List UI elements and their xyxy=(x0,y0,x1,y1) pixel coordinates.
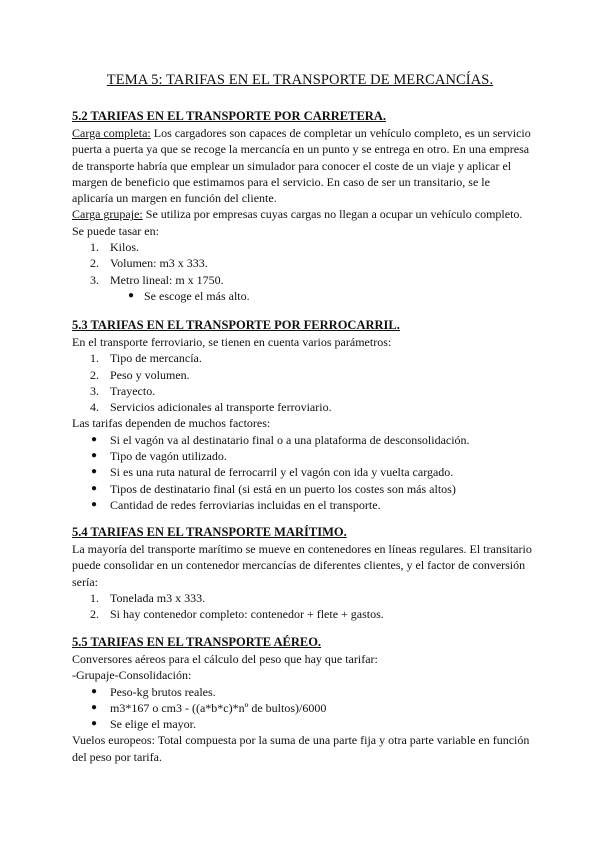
section-heading-aereo: 5.5 TARIFAS EN EL TRANSPORTE AÉREO. xyxy=(72,635,322,649)
bullet-icon: ● xyxy=(128,289,135,301)
paragraph-maritimo-intro: La mayoría del transporte marítimo se mueve en contenedores en líneas regulares. El transitario puede consolidar en un contenedor mercancías de diferentes clientes, y el factor de conversión sería: xyxy=(72,542,532,589)
paragraph-ferrocarril-intro: En el transporte ferroviario, se tienen en cuenta varios parámetros: xyxy=(72,335,392,349)
section-ferrocarril xyxy=(72,317,532,513)
list-item: 1. Tonelada m3 x 333. xyxy=(90,590,206,605)
list-item: ● Tipos de destinatario final (si está en un puerto los costes son más altos) xyxy=(91,481,456,496)
bullet-icon: ● xyxy=(91,466,98,478)
section-maritimo xyxy=(72,524,532,622)
list-item: ● Se elige el mayor. xyxy=(91,717,196,732)
section-aereo xyxy=(72,634,532,765)
list-item: 2. Peso y volumen. xyxy=(90,367,190,382)
numbered-list-maritimo xyxy=(72,590,532,623)
bullet-icon: ● xyxy=(91,498,98,510)
list-item: ● Se escoge el más alto. xyxy=(128,288,250,303)
paragraph-carga-completa xyxy=(72,125,532,206)
bullet-icon: ● xyxy=(91,718,98,730)
label-carga-completa: Carga completa: xyxy=(72,126,151,140)
list-item: 3. Metro lineal: m x 1750. xyxy=(90,272,224,287)
page-title: TEMA 5: TARIFAS EN EL TRANSPORTE DE MERCANCÍAS. xyxy=(106,72,494,88)
label-carga-grupaje: Carga grupaje: xyxy=(72,207,143,222)
list-item: 4. Servicios adicionales al transporte ferroviario. xyxy=(90,400,332,415)
numbered-list-ferrocarril xyxy=(72,350,532,415)
list-item: 3. Trayecto. xyxy=(90,383,156,398)
bullet-icon: ● xyxy=(91,701,98,713)
list-item: ● Si el vagón va al destinatario final o a una plataforma de desconsolidación. xyxy=(91,432,470,447)
section-heading-maritimo: 5.4 TARIFAS EN EL TRANSPORTE MARÍTIMO. xyxy=(72,525,347,539)
list-item: ● Cantidad de redes ferroviarias incluidas en el transporte. xyxy=(91,497,381,512)
bullet-icon: ● xyxy=(91,482,98,494)
sub-bullet-list xyxy=(72,288,532,304)
list-item: 2. Si hay contenedor completo: contenedor + flete + gastos. xyxy=(90,607,384,622)
paragraph-carga-grupaje xyxy=(72,206,532,239)
paragraph-factores: Las tarifas dependen de muchos factores: xyxy=(72,416,271,431)
list-item: ● Peso-kg brutos reales. xyxy=(91,684,216,699)
section-heading-ferrocarril: 5.3 TARIFAS EN EL TRANSPORTE POR FERROCARRIL. xyxy=(72,318,400,332)
bullet-icon: ● xyxy=(91,450,98,462)
paragraph-vuelos-europeos: Vuelos europeos: Total compuesta por la suma de una parte fija y otra parte variable en función del peso por tarifa. xyxy=(72,733,530,764)
bullet-icon: ● xyxy=(91,433,98,445)
numbered-list-carretera xyxy=(72,239,532,288)
list-item: ● m3*167 o cm3 - ((a*b*c)*nº de bultos)/6000 xyxy=(91,700,327,715)
paragraph-grupaje-consolidacion: -Grupaje-Consolidación: xyxy=(72,668,192,683)
bullet-list-factores xyxy=(72,432,532,513)
bullet-icon: ● xyxy=(91,685,98,697)
list-item: 2. Volumen: m3 x 333. xyxy=(90,256,208,271)
section-heading-carretera: 5.2 TARIFAS EN EL TRANSPORTE POR CARRETERA. xyxy=(72,109,386,123)
text-carga-completa: Los cargadores son capaces de completar un vehículo completo, es un servicio puerta a puerta ya que se recoge la mercancía en un punto y se entrega en otro. En una empresa de transporte habría que emplear un simulador para conocer el coste de un viaje y aplicar el margen de beneficio que estimamos para el servicio. En caso de ser un transitario, se le aplicaría un margen en función del cliente. xyxy=(72,126,531,206)
text-carga-grupaje: Se utiliza por empresas cuyas cargas no llegan a ocupar un vehículo completo. Se puede tasar en: xyxy=(72,207,523,238)
list-item: 1. Tipo de mercancía. xyxy=(90,351,202,366)
list-item: ● Si es una ruta natural de ferrocarril y el vagón con ida y vuelta cargado. xyxy=(91,465,454,480)
list-item: ● Tipo de vagón utilizado. xyxy=(91,449,227,464)
bullet-list-aereo xyxy=(72,684,532,733)
paragraph-aereo-intro: Conversores aéreos para el cálculo del peso que hay que tarifar: xyxy=(72,652,378,666)
section-carretera xyxy=(72,108,532,304)
list-item: 1. Kilos. xyxy=(90,240,140,255)
